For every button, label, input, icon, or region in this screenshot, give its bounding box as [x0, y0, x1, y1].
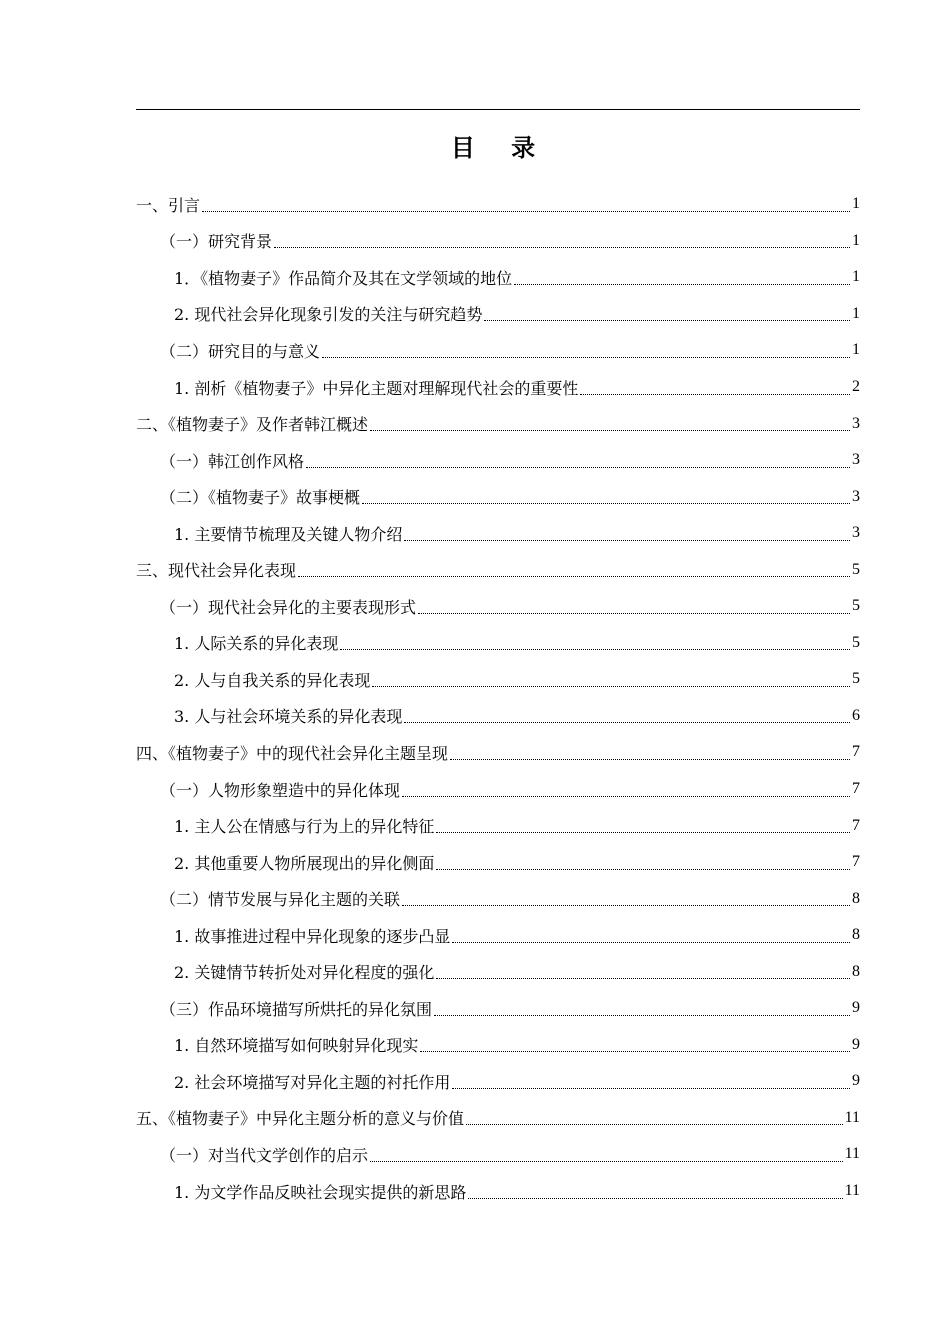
- dot-leader: [434, 1015, 850, 1016]
- toc-entry[interactable]: [136, 661, 860, 698]
- toc-entry-title: （一）研究背景: [160, 232, 273, 252]
- toc-entry[interactable]: [136, 917, 860, 954]
- toc-entry-title: 1. 故事推进过程中异化现象的逐步凸显: [174, 926, 451, 946]
- toc-entry-page-number: 9: [852, 999, 860, 1017]
- toc-entry-page-number: 11: [844, 1182, 860, 1200]
- toc-entry-page-number: 7: [852, 816, 860, 834]
- toc-entry-title: 三、现代社会异化表现: [136, 561, 297, 581]
- header-rule: [136, 109, 860, 110]
- toc-entry-page-number: 2: [852, 378, 860, 395]
- toc-entry-title: 2. 社会环境描写对异化主题的衬托作用: [174, 1072, 451, 1092]
- toc-entry[interactable]: [136, 186, 860, 223]
- dot-leader: [484, 320, 850, 321]
- dot-leader: [370, 430, 850, 431]
- toc-entry-page-number: 6: [852, 706, 860, 724]
- toc-entry-title: 一、引言: [136, 195, 201, 215]
- toc-entry[interactable]: [136, 698, 860, 735]
- toc-entry[interactable]: [136, 844, 860, 881]
- toc-entry-page-number: 5: [852, 560, 860, 578]
- toc-entry[interactable]: [136, 1100, 860, 1137]
- toc-entry-title: 1. 主人公在情感与行为上的异化特征: [174, 817, 435, 837]
- toc-entry[interactable]: [136, 1027, 860, 1064]
- toc-entry-page-number: 11: [844, 1145, 860, 1163]
- toc-entry[interactable]: [136, 478, 860, 515]
- toc-entry-title: （一）现代社会异化的主要表现形式: [160, 597, 417, 617]
- toc-entry[interactable]: [136, 259, 860, 296]
- toc-entry[interactable]: [136, 771, 860, 808]
- toc-entry[interactable]: [136, 332, 860, 369]
- dot-leader: [322, 357, 850, 358]
- toc-entry-page-number: 8: [852, 926, 860, 944]
- toc-entry-title: （二）研究目的与意义: [160, 341, 321, 361]
- toc-entry[interactable]: [136, 588, 860, 625]
- toc-entry-title: （一）人物形象塑造中的异化体现: [160, 780, 401, 800]
- toc-entry[interactable]: [136, 953, 860, 990]
- dot-leader: [274, 247, 850, 248]
- toc-entry[interactable]: [136, 1173, 860, 1210]
- toc-entry-page-number: 1: [852, 268, 860, 286]
- toc-entry-title: （二）《植物妻子》故事梗概: [160, 488, 361, 508]
- toc-entry-page-number: 1: [852, 195, 860, 213]
- dot-leader: [202, 211, 850, 212]
- dot-leader: [306, 467, 850, 468]
- dot-leader: [370, 1161, 843, 1162]
- toc-entry-page-number: 1: [852, 341, 860, 359]
- toc-entry-page-number: 5: [852, 597, 860, 615]
- dot-leader: [468, 1198, 842, 1199]
- toc-entry-title: 1. 为文学作品反映社会现实提供的新思路: [174, 1182, 467, 1202]
- toc-entry-page-number: 7: [852, 853, 860, 871]
- dot-leader: [420, 1051, 850, 1052]
- dot-leader: [404, 722, 850, 723]
- toc-entry-title: 2. 关键情节转折处对异化程度的强化: [174, 963, 435, 983]
- toc-entry-title: 1. 主要情节梳理及关键人物介绍: [174, 524, 403, 544]
- toc-entry-title: （一）对当代文学创作的启示: [160, 1145, 369, 1165]
- toc-entry[interactable]: [136, 515, 860, 552]
- dot-leader: [418, 613, 850, 614]
- toc-entry-title: 1. 自然环境描写如何映射异化现实: [174, 1036, 419, 1056]
- dot-leader: [362, 503, 850, 504]
- toc-entry[interactable]: [136, 625, 860, 662]
- dot-leader: [452, 942, 850, 943]
- toc-entry-page-number: 9: [852, 1072, 860, 1090]
- toc-entry-title: 2. 现代社会异化现象引发的关注与研究趋势: [174, 305, 483, 325]
- toc-entry[interactable]: [136, 405, 860, 442]
- toc-entry-title: 1. 剖析《植物妻子》中异化主题对理解现代社会的重要性: [174, 378, 579, 398]
- toc-entry-page-number: 3: [852, 414, 860, 432]
- toc-entry[interactable]: [136, 369, 860, 406]
- toc-entry-title: 四、《植物妻子》中的现代社会异化主题呈现: [136, 743, 449, 763]
- toc-entry-page-number: 11: [844, 1108, 860, 1126]
- dot-leader: [452, 1088, 850, 1089]
- toc-entry[interactable]: [136, 1136, 860, 1173]
- dot-leader: [436, 832, 850, 833]
- toc-entry-page-number: 3: [852, 487, 860, 505]
- toc-entry-page-number: 9: [852, 1035, 860, 1053]
- toc-entry-title: 五、《植物妻子》中异化主题分析的意义与价值: [136, 1109, 465, 1129]
- toc-entry[interactable]: [136, 1063, 860, 1100]
- toc-entry-title: 二、《植物妻子》及作者韩江概述: [136, 415, 369, 435]
- toc-entry-title: 2. 人与自我关系的异化表现: [174, 670, 371, 690]
- toc-entry-title: （三）作品环境描写所烘托的异化氛围: [160, 999, 433, 1019]
- toc-entry[interactable]: [136, 442, 860, 479]
- toc-entry[interactable]: [136, 734, 860, 771]
- dot-leader: [340, 649, 850, 650]
- toc-entry-title: 3. 人与社会环境关系的异化表现: [174, 707, 403, 727]
- dot-leader: [450, 759, 850, 760]
- dot-leader: [402, 796, 850, 797]
- toc-entry[interactable]: [136, 296, 860, 333]
- toc-entry-page-number: 7: [852, 780, 860, 798]
- toc-entry[interactable]: [136, 807, 860, 844]
- toc-entry-page-number: 1: [852, 304, 860, 322]
- dot-leader: [298, 576, 850, 577]
- dot-leader: [436, 869, 850, 870]
- toc-entry-title: 1．《植物妻子》作品简介及其在文学领域的地位: [174, 268, 513, 288]
- toc-entry[interactable]: [136, 990, 860, 1027]
- dot-leader: [372, 686, 850, 687]
- dot-leader: [580, 394, 850, 395]
- dot-leader: [436, 978, 850, 979]
- toc-entry[interactable]: [136, 551, 860, 588]
- table-of-contents: [136, 186, 860, 1209]
- toc-entry-title: 1. 人际关系的异化表现: [174, 634, 339, 654]
- toc-entry-page-number: 1: [852, 231, 860, 249]
- page-title: 目 录: [450, 134, 550, 162]
- dot-leader: [402, 905, 850, 906]
- toc-entry-page-number: 3: [852, 524, 860, 542]
- toc-entry-title: （一）韩江创作风格: [160, 451, 305, 471]
- dot-leader: [404, 540, 850, 541]
- toc-entry[interactable]: [136, 223, 860, 260]
- toc-entry-title: 2. 其他重要人物所展现出的异化侧面: [174, 853, 435, 873]
- toc-entry-page-number: 5: [852, 633, 860, 651]
- toc-entry-page-number: 8: [852, 889, 860, 907]
- dot-leader: [466, 1124, 843, 1125]
- toc-entry-page-number: 3: [852, 451, 860, 469]
- dot-leader: [514, 284, 850, 285]
- toc-entry-title: （二）情节发展与异化主题的关联: [160, 890, 401, 910]
- toc-entry-page-number: 7: [852, 743, 860, 761]
- toc-entry[interactable]: [136, 880, 860, 917]
- toc-entry-page-number: 8: [852, 962, 860, 980]
- toc-entry-page-number: 5: [852, 670, 860, 688]
